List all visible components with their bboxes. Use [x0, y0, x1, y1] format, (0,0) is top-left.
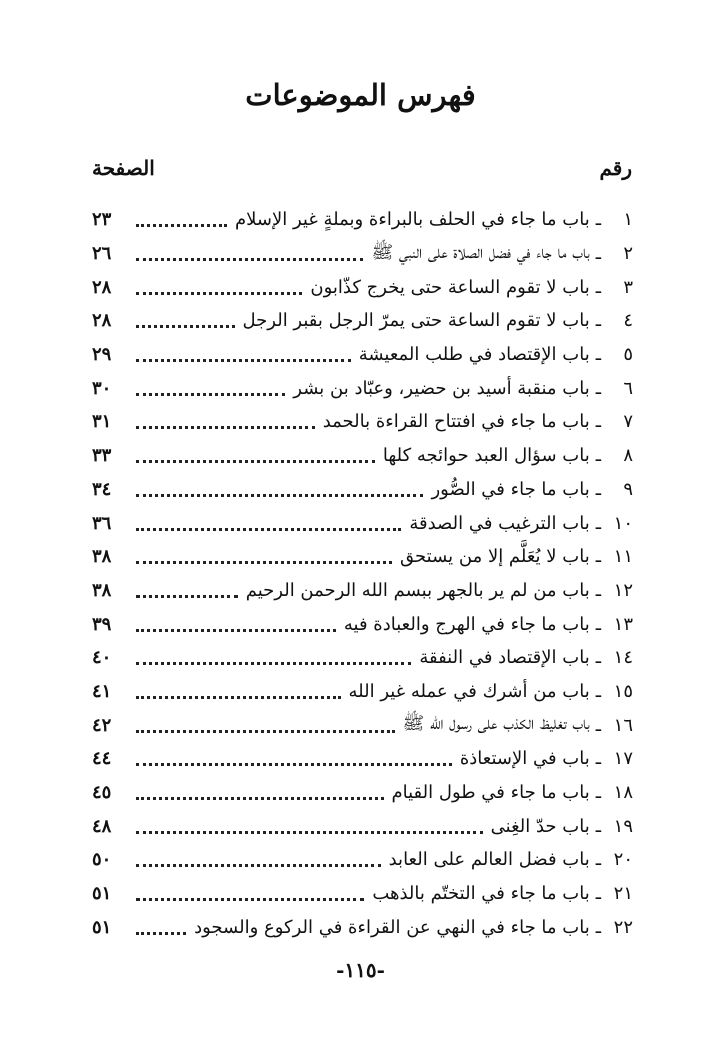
toc-entry-separator: ـ [595, 411, 601, 433]
toc-leader-dots [136, 307, 235, 328]
toc-entry-separator: ـ [595, 849, 601, 871]
toc-entry-separator: ـ [595, 916, 601, 938]
toc-leader-dots [136, 442, 375, 463]
toc-entry-title: باب سؤال العبد حوائجه كلها [382, 445, 590, 467]
toc-leader-dots [136, 240, 363, 261]
toc-entry-page: ٣٦ [92, 512, 112, 534]
toc-entry-title: باب ما جاء في النهي عن القراءة في الركوع والسجود [194, 916, 590, 938]
toc-entry-page: ٣٣ [92, 445, 112, 467]
toc-entry-page: ٤٥ [92, 782, 112, 804]
toc-entry-page: ٤٠ [92, 647, 112, 669]
toc-entry-separator: ـ [595, 613, 601, 635]
toc-entry-page: ٥٠ [92, 849, 112, 871]
toc-entry-separator: ـ [595, 478, 601, 500]
toc-entry-number: ٧ [623, 411, 633, 433]
toc-entry-title: باب لا يُعَلَّم إلا من يستحق [400, 546, 590, 568]
toc-entry-title: باب ما جاء في فضل الصلاة على النبي ﷺ [371, 241, 590, 263]
toc-leader-dots [136, 408, 315, 429]
toc-entry-number: ٥ [623, 344, 633, 366]
toc-entry-separator: ـ [595, 512, 601, 534]
toc-entry-title: باب ما جاء في الصُّور [431, 478, 590, 500]
toc-entry-title: باب من أشرك في عمله غير الله [348, 680, 590, 702]
toc-entry-separator: ـ [595, 310, 601, 332]
toc-entry-separator: ـ [595, 647, 601, 669]
toc-entry-title: باب الترغيب في الصدقة [409, 512, 590, 534]
toc-entry-page: ٣٤ [92, 478, 112, 500]
toc-entry-title: باب ما جاء في الهرج والعبادة فيه [343, 613, 590, 635]
toc-entry [92, 910, 633, 944]
toc-entry-number: ١٧ [613, 748, 633, 770]
toc-entry [92, 371, 633, 405]
toc-entry-page: ٢٣ [92, 209, 112, 231]
toc-leader-dots [136, 678, 341, 699]
toc-entry-title: باب تغليظ الكذب على رسول الله ﷺ [402, 713, 590, 735]
toc-entry [92, 742, 633, 776]
toc-entry [92, 270, 633, 304]
toc-entry-page: ٥١ [92, 916, 112, 938]
toc-entry-separator: ـ [595, 209, 601, 231]
toc-leader-dots [136, 745, 452, 766]
toc-entry [92, 843, 633, 877]
toc-entry-separator: ـ [595, 782, 601, 804]
toc-entry-title: باب ما جاء في الحلف بالبراءة وبملةٍ غير الإسلام [235, 209, 590, 231]
page-title: فهرس الموضوعات [245, 78, 476, 112]
toc-entry-page: ٣٨ [92, 579, 112, 601]
toc-entry-separator: ـ [595, 748, 601, 770]
toc-entry [92, 203, 633, 237]
toc-entry-title: باب لا تقوم الساعة حتى يمرّ الرجل بقبر الرجل [242, 310, 590, 332]
toc-entry [92, 641, 633, 675]
toc-entry-number: ٨ [623, 445, 633, 467]
toc-leader-dots [136, 577, 238, 598]
toc-leader-dots [136, 712, 395, 733]
toc-entry-number: ١٠ [613, 512, 633, 534]
toc-entry-title: باب الإقتصاد في طلب المعيشة [358, 344, 590, 366]
toc-entry [92, 405, 633, 439]
toc-entry [92, 540, 633, 574]
toc-entry-title: باب فضل العالم على العابد [388, 849, 590, 871]
toc-entry-separator: ـ [595, 680, 601, 702]
toc-entry-page: ٤٨ [92, 815, 112, 837]
toc-leader-dots [136, 375, 285, 396]
toc-header [92, 156, 632, 186]
toc-entry-separator: ـ [595, 714, 601, 736]
toc-entry [92, 809, 633, 843]
toc-entry-separator: ـ [595, 815, 601, 837]
toc-entry-page: ٤٢ [92, 714, 112, 736]
toc-entry-page: ٣١ [92, 411, 112, 433]
toc-entry-title: باب منقبة أسيد بن حضير، وعبّاد بن بشر [293, 377, 590, 399]
toc-entry [92, 237, 633, 271]
toc-leader-dots [136, 206, 227, 227]
toc-entry-page: ٤٤ [92, 748, 112, 770]
toc-entry-separator: ـ [595, 344, 601, 366]
toc-entry [92, 776, 633, 810]
toc-entry-page: ٣٨ [92, 546, 112, 568]
toc-leader-dots [136, 476, 423, 497]
toc-entry [92, 439, 633, 473]
toc-entry-number: ١٣ [613, 613, 633, 635]
toc-entry [92, 473, 633, 507]
toc-entry-page: ٢٦ [92, 243, 112, 265]
toc-leader-dots [136, 341, 351, 362]
toc-entry-separator: ـ [595, 276, 601, 298]
toc-entry-number: ١٨ [613, 782, 633, 804]
toc-entry-title: باب لا تقوم الساعة حتى يخرج كذّابون [310, 276, 590, 298]
toc-entry [92, 877, 633, 911]
toc-entry [92, 506, 633, 540]
toc-entry-separator: ـ [595, 243, 601, 265]
toc-leader-dots [136, 510, 401, 531]
toc-entry-page: ٤١ [92, 680, 112, 702]
toc-entry [92, 338, 633, 372]
toc-entry-page: ٢٨ [92, 276, 112, 298]
number-column-label: رقم [599, 156, 632, 180]
toc-entry-number: ١٥ [613, 680, 633, 702]
toc-entry-number: ١٩ [613, 815, 633, 837]
toc-leader-dots [136, 880, 364, 901]
toc-entry-number: ٦ [623, 377, 633, 399]
toc-entry [92, 304, 633, 338]
toc-entry [92, 607, 633, 641]
toc-entry-number: ٤ [623, 310, 633, 332]
toc-entry-title: باب الإقتصاد في النفقة [419, 647, 590, 669]
page-column-label: الصفحة [92, 156, 155, 180]
toc-entry-number: ٢٢ [613, 916, 633, 938]
toc-entry-number: ٩ [623, 478, 633, 500]
toc-leader-dots [136, 543, 392, 564]
page-number: -١١٥- [336, 958, 385, 982]
toc-entry-page: ٢٩ [92, 344, 112, 366]
toc-entry-title: باب ما جاء في طول القيام [391, 782, 590, 804]
toc-entry [92, 574, 633, 608]
toc-entry-number: ٢ [623, 243, 633, 265]
toc-leader-dots [136, 914, 186, 935]
toc-entry [92, 675, 633, 709]
toc-entry-number: ١٦ [613, 714, 633, 736]
toc-entry-separator: ـ [595, 445, 601, 467]
toc-entry-title: باب ما جاء في التختّم بالذهب [372, 883, 590, 905]
toc-leader-dots [136, 611, 336, 632]
toc-entry-separator: ـ [595, 883, 601, 905]
toc-leader-dots [136, 846, 381, 867]
toc-entry-number: ٢٠ [613, 849, 633, 871]
toc-entry-page: ٥١ [92, 883, 112, 905]
toc-leader-dots [136, 813, 483, 834]
toc-entry-title: باب حدّ الغِنى [490, 815, 590, 837]
toc-entry [92, 708, 633, 742]
toc-entry-separator: ـ [595, 546, 601, 568]
toc-list [92, 203, 633, 944]
toc-entry-title: باب في الإستعاذة [459, 748, 590, 770]
toc-entry-page: ٣٩ [92, 613, 112, 635]
toc-leader-dots [136, 644, 411, 665]
toc-leader-dots [136, 779, 384, 800]
toc-entry-number: ١١ [613, 546, 633, 568]
toc-entry-title: باب ما جاء في افتتاح القراءة بالحمد [322, 411, 590, 433]
toc-entry-number: ٣ [623, 276, 633, 298]
toc-entry-separator: ـ [595, 579, 601, 601]
toc-entry-number: ١ [623, 209, 633, 231]
toc-entry-page: ٢٨ [92, 310, 112, 332]
toc-entry-page: ٣٠ [92, 377, 112, 399]
toc-entry-separator: ـ [595, 377, 601, 399]
toc-entry-number: ١٤ [613, 647, 633, 669]
toc-leader-dots [136, 274, 302, 295]
toc-entry-number: ٢١ [613, 883, 633, 905]
toc-entry-title: باب من لم ير بالجهر ببسم الله الرحمن الرحيم [245, 579, 590, 601]
toc-entry-number: ١٢ [613, 579, 633, 601]
